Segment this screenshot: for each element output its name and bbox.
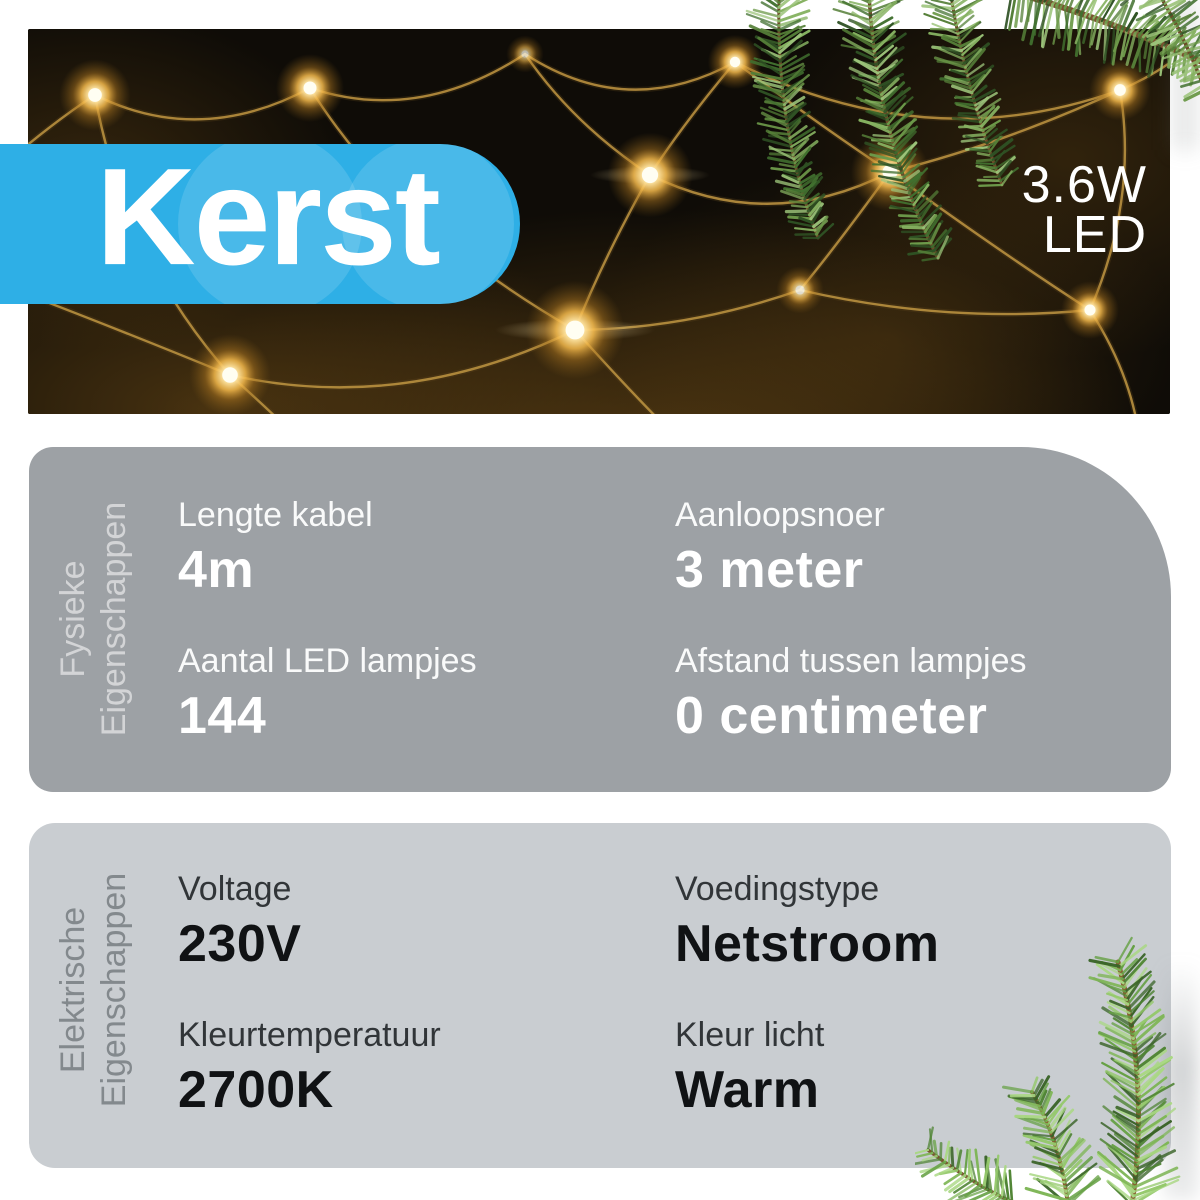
spec-aanloopsnoer (675, 494, 1027, 640)
branch-shadow-bottom (1164, 960, 1198, 1200)
spec-label: Kleurtemperatuur (178, 1016, 441, 1054)
spec-value: 3 meter (675, 541, 864, 599)
spec-value: 2700K (178, 1061, 334, 1119)
spec-kleurtemperatuur (178, 1014, 675, 1160)
tech-label: LED (1042, 206, 1147, 264)
spec-grid-electrical (178, 868, 940, 1160)
section-side-label-physical: Fysieke Eigenschappen (54, 501, 133, 737)
spec-label: Voltage (178, 870, 292, 908)
spec-value: 144 (178, 687, 267, 745)
spec-label: Kleur licht (675, 1016, 825, 1054)
spec-value: Warm (675, 1061, 820, 1119)
spec-value: 230V (178, 915, 302, 973)
spec-value: 0 centimeter (675, 687, 988, 745)
wattage-text (1021, 156, 1147, 264)
kerst-banner (0, 144, 520, 304)
spec-kleur-licht (675, 1014, 940, 1160)
branch-shadow-top (1172, 0, 1198, 150)
section-side-label-electrical: Elektrische Eigenschappen (54, 872, 133, 1108)
physical-properties-panel (29, 447, 1171, 792)
spec-value: 4m (178, 541, 255, 599)
spec-label: Voedingstype (675, 870, 880, 908)
banner-title: Kerst (96, 144, 439, 295)
spec-label: Lengte kabel (178, 496, 373, 534)
spec-voedingstype (675, 868, 940, 1014)
spec-afstand-lampjes (675, 640, 1027, 786)
spec-voltage (178, 868, 675, 1014)
spec-label: Aanloopsnoer (675, 496, 885, 534)
spec-grid-physical (178, 494, 1027, 786)
wattage-value: 3.6W (1021, 156, 1147, 214)
spec-lengte-kabel (178, 494, 675, 640)
spec-label: Afstand tussen lampjes (675, 642, 1027, 680)
spec-value: Netstroom (675, 915, 940, 973)
spec-label: Aantal LED lampjes (178, 642, 477, 680)
spec-aantal-led (178, 640, 675, 786)
electrical-properties-panel (29, 823, 1171, 1168)
